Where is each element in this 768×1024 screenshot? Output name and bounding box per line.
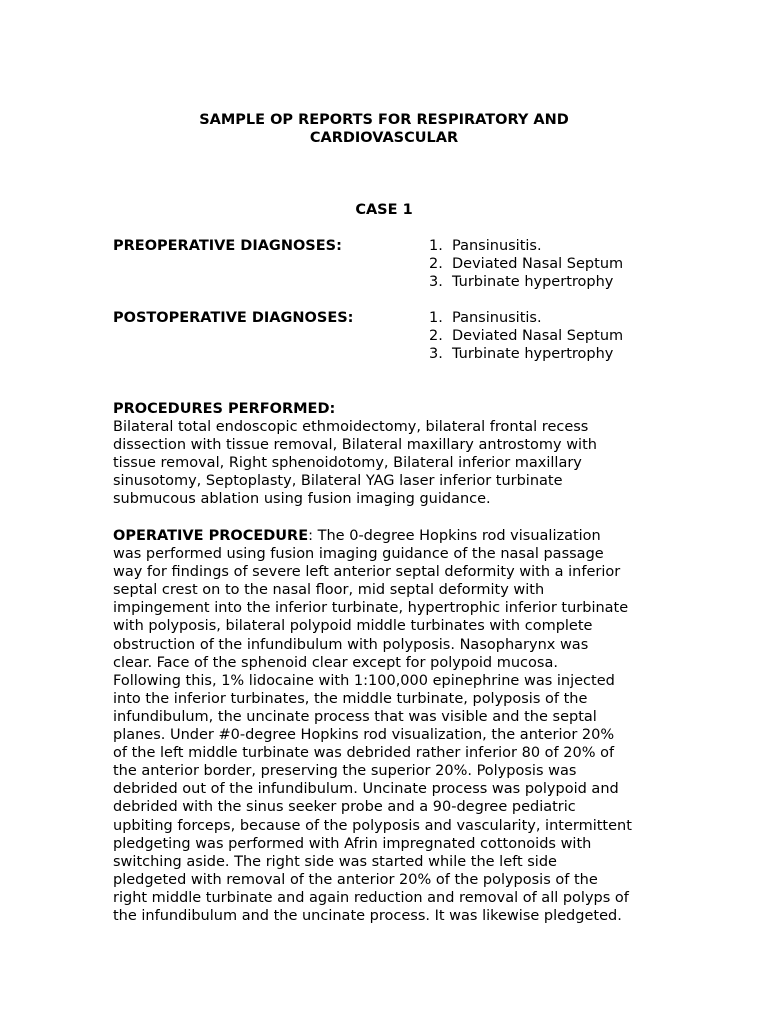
procedures-label: PROCEDURES PERFORMED: <box>113 401 336 417</box>
text-line: way for findings of severe left anterior septal deformity with a inferior <box>113 564 621 581</box>
list-item <box>429 255 623 273</box>
title-line-2: CARDIOVASCULAR <box>309 130 459 146</box>
text-line: the infundibulum and the uncinate process. It was likewise pledgeted. <box>113 907 622 924</box>
text-line: dissection with tissue removal, Bilateral maxillary antrostomy with <box>113 437 597 454</box>
postoperative-label: POSTOPERATIVE DIAGNOSES: <box>113 310 354 326</box>
list-item <box>429 273 623 291</box>
text-line: was performed using fusion imaging guidance of the nasal passage <box>113 546 604 563</box>
list-item <box>429 237 623 255</box>
list-number: 2. <box>429 256 443 273</box>
text-line: impingement into the inferior turbinate, hypertrophic inferior turbinate <box>113 600 629 617</box>
list-number: 1. <box>429 238 443 254</box>
list-item-text: Deviated Nasal Septum <box>452 256 624 273</box>
text-line: switching aside. The right side was started while the left side <box>113 853 557 870</box>
text-line: debrided out of the infundibulum. Uncinate process was polypoid and <box>113 781 619 798</box>
text-line: into the inferior turbinates, the middle turbinate, polyposis of the <box>113 690 588 707</box>
text-line: pledgeting was performed with Afrin impregnated cottonoids with <box>113 835 592 852</box>
text-line: pledgeted with removal of the anterior 20% of the polyposis of the <box>113 871 598 888</box>
operative-procedure-intro: : The 0-degree Hopkins rod visualization <box>308 528 601 544</box>
list-number: 3. <box>429 346 443 363</box>
postoperative-list <box>429 309 623 364</box>
list-item-text: Pansinusitis. <box>452 310 542 326</box>
text-line <box>113 527 673 545</box>
text-line: of the left middle turbinate was debrided rather inferior 80 of 20% of <box>113 745 615 762</box>
text-line: right middle turbinate and again reduction and removal of all polyps of <box>113 889 629 906</box>
text-line: submucous ablation using fusion imaging guidance. <box>113 491 491 508</box>
document-title <box>150 111 618 147</box>
list-item <box>429 345 623 363</box>
preoperative-list <box>429 237 623 292</box>
list-item <box>429 309 623 327</box>
text-line: clear. Face of the sphenoid clear except for polypoid mucosa. <box>113 654 558 671</box>
operative-procedure-label: OPERATIVE PROCEDURE <box>113 528 309 544</box>
list-item-text: Turbinate hypertrophy <box>452 346 614 363</box>
list-number: 2. <box>429 328 443 345</box>
text-line: Following this, 1% lidocaine with 1:100,000 epinephrine was injected <box>113 672 615 689</box>
list-item-text: Deviated Nasal Septum <box>452 328 624 345</box>
title-line-1: SAMPLE OP REPORTS FOR RESPIRATORY AND <box>199 112 569 128</box>
list-item-text: Pansinusitis. <box>452 238 542 254</box>
text-line: tissue removal, Right sphenoidotomy, Bilateral inferior maxillary <box>113 455 582 472</box>
text-line: debrided with the sinus seeker probe and a 90-degree pediatric <box>113 799 576 816</box>
procedures-paragraph <box>113 418 673 508</box>
text-line: planes. Under #0-degree Hopkins rod visualization, the anterior 20% <box>113 727 615 744</box>
text-line: septal crest on to the nasal floor, mid septal deformity with <box>113 582 545 599</box>
operative-procedure-paragraph <box>113 527 673 925</box>
text-line: upbiting forceps, because of the polyposis and vascularity, intermittent <box>113 817 632 834</box>
text-line: Bilateral total endoscopic ethmoidectomy, bilateral frontal recess <box>113 419 589 435</box>
text-line: infundibulum, the uncinate process that was visible and the septal <box>113 708 597 725</box>
list-item <box>429 327 623 345</box>
text-line: sinusotomy, Septoplasty, Bilateral YAG laser inferior turbinate <box>113 473 563 490</box>
list-item-text: Turbinate hypertrophy <box>452 274 614 291</box>
list-number: 3. <box>429 274 443 291</box>
preoperative-label: PREOPERATIVE DIAGNOSES: <box>113 238 342 254</box>
text-line: with polyposis, bilateral polypoid middle turbinates with complete <box>113 618 593 635</box>
case-heading: CASE 1 <box>355 202 413 218</box>
list-number: 1. <box>429 310 443 326</box>
text-line: the anterior border, preserving the superior 20%. Polyposis was <box>113 763 577 780</box>
text-line: obstruction of the infundibulum with polyposis. Nasopharynx was <box>113 636 589 653</box>
